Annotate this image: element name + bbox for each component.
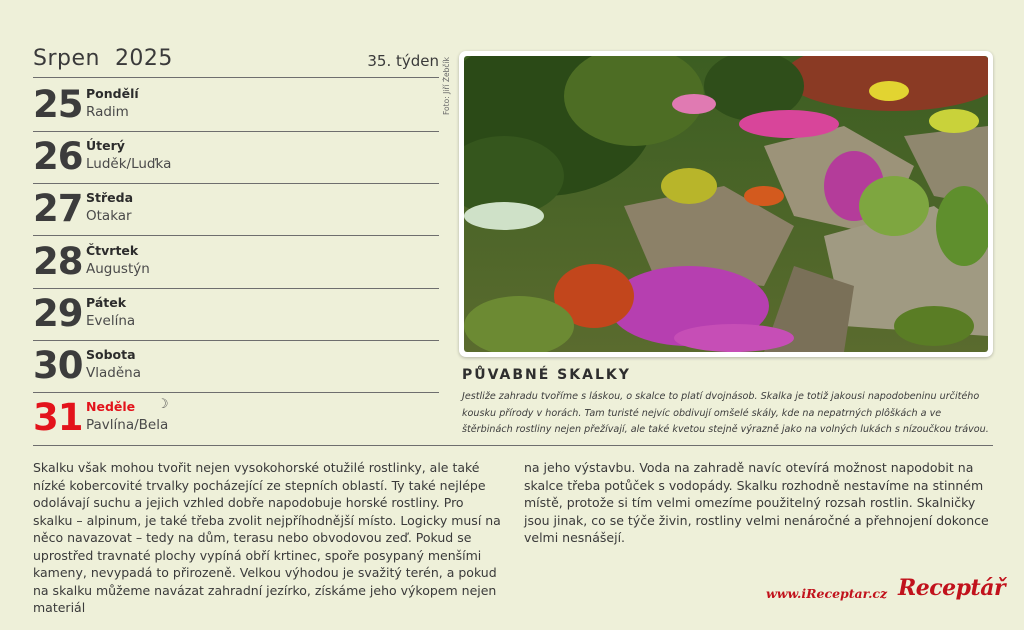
day-name: Pátek [86,295,127,310]
day-number: 26 [33,135,83,178]
day-row-friday [33,289,439,341]
day-row-saturday [33,341,439,393]
nameday: Augustýn [86,261,150,277]
nameday: Luděk/Luďka [86,156,172,172]
article-body-column-1: Skalku však mohou tvořit nejen vysokohorské otužilé rostlinky, ale také nízké kobercovité trvalky pocházející ze stepních oblastí. Ty také nejlépe odolávají suchu a jejich vzhled dobře napodobuje horské rostliny. Pro skalku – alpinum, je také třeba zvolit nejpříhodnější místo. Logicky musí na něco navazovat – tedy na dům, terasu nebo obvodovou zeď. Pokud se uprostřed travnaté plochy vypíná obří krtinec, spoře posypaný menšími kameny, nevypadá to přirozeně. Velkou výhodou je svažitý terén, a pokud na skalku můžeme navázat zahradní jezírko, získáme jeho výkopem nejen materiál [33,460,501,615]
photo-caption: Jestliže zahradu tvoříme s láskou, o skalce to platí dvojnásob. Skalka je totiž jakousi napodobeninu určitého kousku přírody v horách. Tam turisté nejvíc obdivují omšelé skály, kde na nepatrných plôškách a ve štěrbinách rostliny nejen přežívají, ale také kvetou stejně výrazně jako na volných lukách s nízoučkou trávou. [462,391,989,435]
nameday: Pavlína/Bela [86,417,169,433]
article-title: PŮVABNÉ SKALKY [462,367,631,383]
day-number: 31 [33,396,83,439]
rock-garden-photo [459,51,993,357]
day-name: Úterý [86,138,125,153]
day-number: 30 [33,344,83,387]
moon-phase-icon: ☽ [157,397,169,412]
day-name: Sobota [86,347,136,362]
calendar-header [33,46,439,76]
day-row-wednesday [33,184,439,236]
day-name: Čtvrtek [86,243,139,258]
divider [33,445,993,446]
website-link[interactable]: www.iReceptar.cz [766,586,888,601]
day-number: 28 [33,240,83,283]
day-row-tuesday [33,132,439,184]
day-number: 29 [33,292,83,335]
day-row-sunday [33,393,439,445]
brand-logo: Receptář [898,575,1006,601]
day-row-monday [33,80,439,132]
week-number: 35. týden [367,52,439,70]
nameday: Otakar [86,208,132,224]
day-row-thursday [33,237,439,289]
photo-credit: Foto: Jiří Žebčík [442,57,451,115]
article-body-column-2: na jeho výstavbu. Voda na zahradě navíc otevírá možnost napodobit na skalce třeba potůček s vodopády. Skalku rozhodně nestavíme na stinném místě, protože si tím velmi omezíme použitelný rozsah rostlin. Skalničky jsou jinak, co se týče živin, rostliny velmi nenáročné a přehnojení dokonce velmi nesnášejí. [524,460,989,545]
day-number: 25 [33,83,83,126]
rock-garden-illustration [464,56,988,352]
nameday: Vladěna [86,365,141,381]
divider [33,235,439,236]
month-year: Srpen 2025 [33,46,173,71]
day-name: Neděle [86,399,136,414]
nameday: Evelína [86,313,136,329]
nameday: Radim [86,104,129,120]
day-number: 27 [33,187,83,230]
day-name: Pondělí [86,86,139,101]
divider [33,77,439,78]
day-name: Středa [86,190,134,205]
